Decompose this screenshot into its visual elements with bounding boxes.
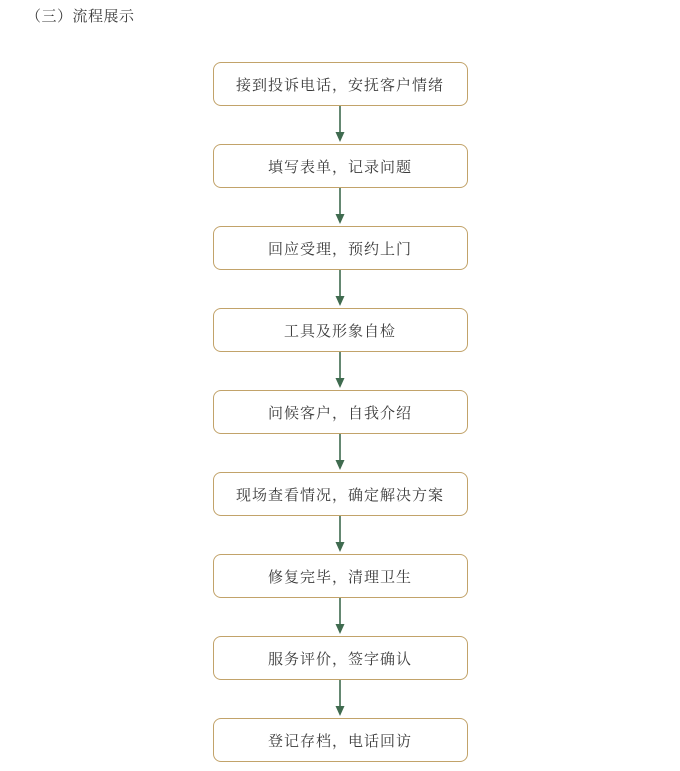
arrow-down-icon xyxy=(330,434,350,472)
flow-node xyxy=(213,144,468,188)
arrow-down-icon xyxy=(330,516,350,554)
section-heading: （三）流程展示 xyxy=(26,8,135,25)
flowchart xyxy=(0,62,680,762)
flow-node-label: 工具及形象自检 xyxy=(283,322,396,340)
flow-node xyxy=(213,718,468,762)
arrow-down-icon xyxy=(330,106,350,144)
flow-node xyxy=(213,390,468,434)
arrow-down-icon xyxy=(330,270,350,308)
flow-node-label: 现场查看情况，确定解决方案 xyxy=(235,486,444,504)
arrow-down-icon xyxy=(330,598,350,636)
flow-node-label: 问候客户，自我介绍 xyxy=(267,404,412,422)
flow-node-label: 接到投诉电话，安抚客户情绪 xyxy=(235,76,444,94)
flow-node-label: 填写表单，记录问题 xyxy=(267,158,412,176)
flow-node-label: 登记存档，电话回访 xyxy=(267,732,412,750)
flow-node xyxy=(213,62,468,106)
flow-node xyxy=(213,554,468,598)
arrow-down-icon xyxy=(330,188,350,226)
flow-node xyxy=(213,636,468,680)
flow-node xyxy=(213,226,468,270)
flow-node xyxy=(213,472,468,516)
arrow-down-icon xyxy=(330,352,350,390)
arrow-down-icon xyxy=(330,680,350,718)
flow-node-label: 服务评价，签字确认 xyxy=(267,650,412,668)
flow-node-label: 修复完毕，清理卫生 xyxy=(267,568,412,586)
flow-node xyxy=(213,308,468,352)
flow-node-label: 回应受理，预约上门 xyxy=(267,240,412,258)
